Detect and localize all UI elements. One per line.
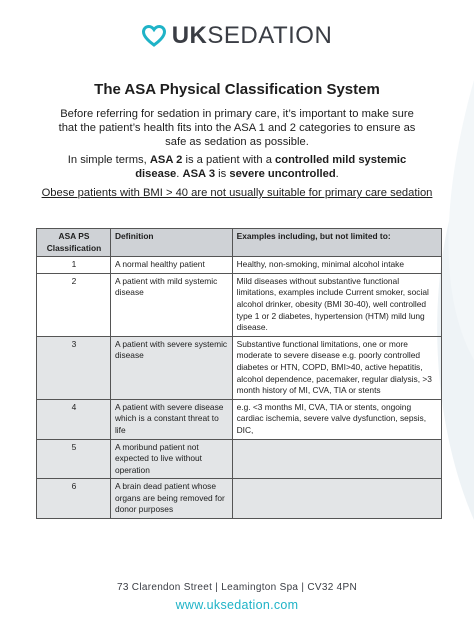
header-classification: ASA PS Classification: [37, 229, 111, 257]
row-definition: A patient with severe disease which is a constant threat to life: [110, 399, 232, 439]
row-definition: A patient with mild systemic disease: [110, 273, 232, 336]
row-number: 5: [37, 439, 111, 479]
simple-terms-paragraph: In simple terms, ASA 2 is a patient with a controlled mild systemic disease. ASA 3 is severe uncontrolled.: [67, 154, 407, 180]
row-definition: A patient with severe systemic disease: [110, 336, 232, 399]
table-row: [37, 257, 442, 274]
row-definition: A moribund patient not expected to live without operation: [110, 439, 232, 479]
table-row: [37, 399, 442, 439]
header: [0, 22, 474, 50]
row-definition: A brain dead patient whose organs are being removed for donor purposes: [110, 479, 232, 519]
header-definition: Definition: [110, 229, 232, 257]
table-row: [37, 336, 442, 399]
row-examples: Substantive functional limitations, one or more moderate to severe disease e.g. poorly controlled diabetes or HTN, COPD, BMI>40, active hepatitis, alcohol dependence, pacemaker, regular dialysis, >3 month history of MI, CVA, TIA or stents: [232, 336, 441, 399]
heart-icon: [142, 25, 166, 47]
intro-paragraph: Before referring for sedation in primary care, it’s important to make sure that the patient’s health fits into the ASA 1 and 2 categories to ensure as safe as sedation as possible.: [58, 108, 416, 148]
footer-website-link[interactable]: www.uksedation.com: [175, 598, 299, 612]
row-number: 2: [37, 273, 111, 336]
brand-name: UKSEDATION: [171, 22, 333, 49]
table-row: [37, 439, 442, 479]
brand-logo: [142, 22, 333, 50]
table-row: [37, 273, 442, 336]
obesity-note: Obese patients with BMI > 40 are not usually suitable for primary care sedation: [41, 187, 433, 199]
row-examples: [232, 439, 441, 479]
row-examples: Healthy, non-smoking, minimal alcohol intake: [232, 257, 441, 274]
row-number: 1: [37, 257, 111, 274]
page-title: The ASA Physical Classification System: [94, 81, 380, 98]
row-examples: e.g. <3 months MI, CVA, TIA or stents, ongoing cardiac ischemia, severe valve dysfunction, sepsis, DIC,: [232, 399, 441, 439]
row-number: 4: [37, 399, 111, 439]
table-header-row: [37, 229, 442, 257]
row-definition: A normal healthy patient: [110, 257, 232, 274]
row-number: 3: [37, 336, 111, 399]
row-number: 6: [37, 479, 111, 519]
row-examples: Mild diseases without substantive functional limitations, examples include Current smoker, social alcohol drinker, obesity (BMI 30-40), well controlled type 1 or 2 diabetes, hypertension (HTM) mild lung disease.: [232, 273, 441, 336]
table-row: [37, 479, 442, 519]
footer-address: 73 Clarendon Street | Leamington Spa | CV32 4PN: [117, 582, 357, 593]
asa-table: [36, 228, 442, 519]
header-examples: Examples including, but not limited to:: [232, 229, 441, 257]
row-examples: [232, 479, 441, 519]
